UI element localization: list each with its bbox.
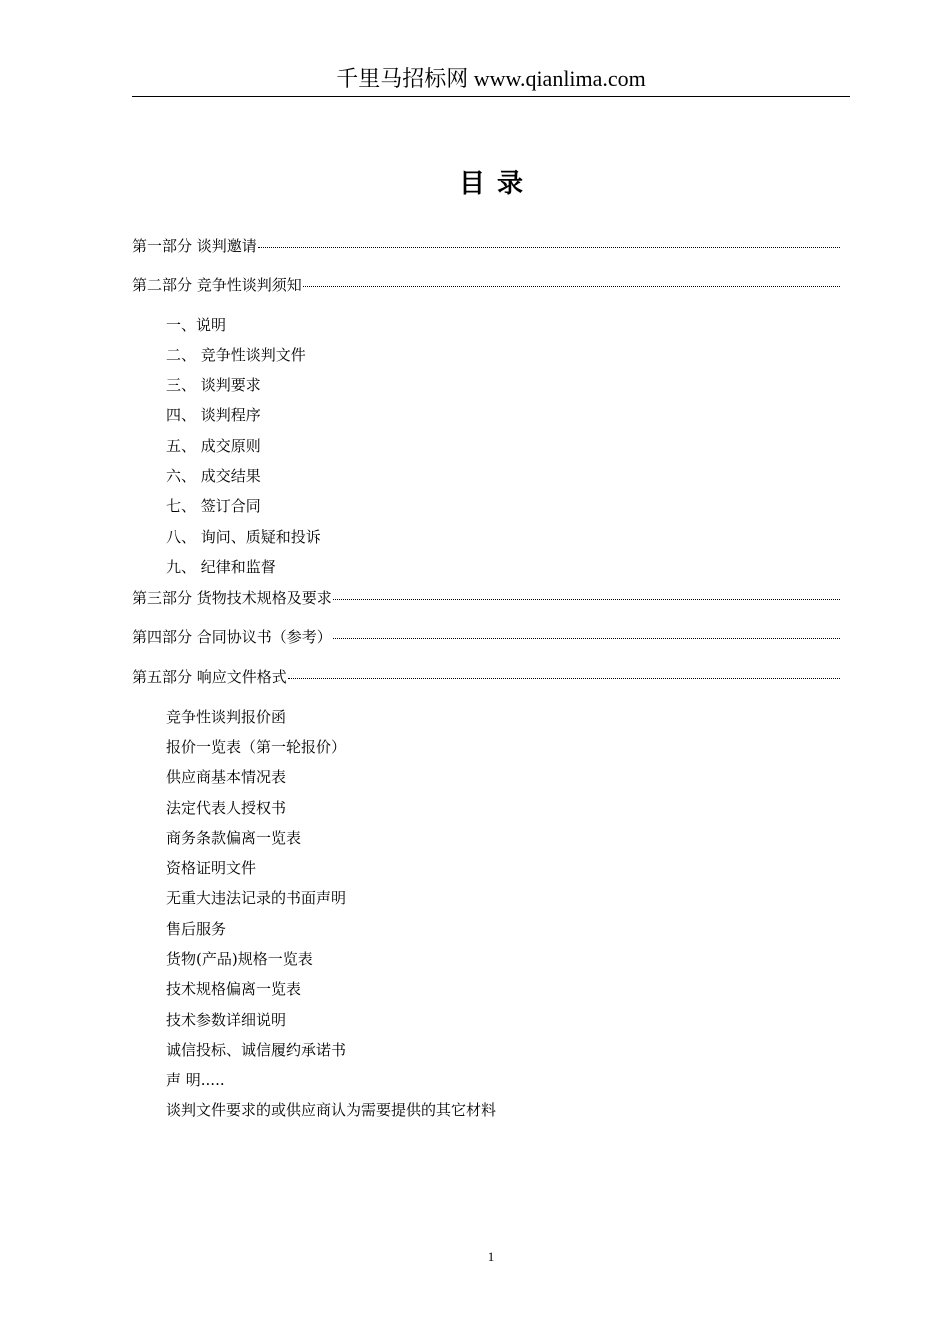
- toc-subitem[interactable]: 七、 签订合同: [166, 497, 261, 515]
- toc-subitem[interactable]: 无重大违法记录的书面声明: [166, 889, 347, 907]
- toc-part-label: 第五部分 响应文件格式: [132, 668, 287, 686]
- toc-subitem[interactable]: 四、 谈判程序: [166, 406, 261, 424]
- toc-subitem[interactable]: 供应商基本情况表: [166, 768, 287, 786]
- toc-part-label: 第三部分 货物技术规格及要求: [132, 589, 332, 607]
- toc-subitem[interactable]: 报价一览表（第一轮报价）: [166, 738, 347, 756]
- toc-subitem[interactable]: 六、 成交结果: [166, 467, 261, 485]
- toc-subitem[interactable]: 九、 纪律和监督: [166, 558, 276, 576]
- toc-part-1[interactable]: [132, 236, 840, 256]
- toc-subitem[interactable]: 售后服务: [166, 920, 227, 938]
- dot-leader: [333, 599, 840, 600]
- toc-subitem[interactable]: 技术参数详细说明: [166, 1011, 287, 1029]
- dot-leader: [258, 247, 840, 248]
- toc-part-2[interactable]: [132, 275, 840, 295]
- toc-part-label: 第一部分 谈判邀请: [132, 237, 257, 255]
- toc-subitem[interactable]: 技术规格偏离一览表: [166, 980, 302, 998]
- toc-part-4[interactable]: [132, 627, 840, 647]
- toc-subitem[interactable]: 资格证明文件: [166, 859, 257, 877]
- toc-subitem[interactable]: 二、 竞争性谈判文件: [166, 346, 306, 364]
- page-number: 1: [487, 1249, 495, 1264]
- toc-subitem[interactable]: 三、 谈判要求: [166, 376, 261, 394]
- dot-leader: [333, 638, 840, 639]
- toc-subitem[interactable]: 货物(产品)规格一览表: [166, 950, 313, 968]
- page-header: 千里马招标网 www.qianlima.com: [336, 66, 646, 91]
- header-divider: [132, 96, 850, 97]
- toc-subitem[interactable]: 商务条款偏离一览表: [166, 829, 302, 847]
- toc-title: 目录: [458, 169, 535, 199]
- toc-subitem[interactable]: 竞争性谈判报价函: [166, 708, 287, 726]
- toc-subitem[interactable]: 诚信投标、诚信履约承诺书: [166, 1041, 347, 1059]
- dot-leader: [303, 286, 840, 287]
- toc-subitem[interactable]: 法定代表人授权书: [166, 799, 287, 817]
- dot-leader: [288, 678, 840, 679]
- toc-subitem[interactable]: 一、说明: [166, 316, 227, 334]
- toc-subitem[interactable]: 八、 询问、质疑和投诉: [166, 528, 321, 546]
- toc-subitem[interactable]: 声 明.....: [166, 1071, 225, 1089]
- toc-subitem[interactable]: 五、 成交原则: [166, 437, 261, 455]
- toc-part-label: 第四部分 合同协议书（参考）: [132, 628, 332, 646]
- toc-subitem[interactable]: 谈判文件要求的或供应商认为需要提供的其它材料: [166, 1101, 497, 1119]
- toc-part-label: 第二部分 竞争性谈判须知: [132, 276, 302, 294]
- toc-part-5[interactable]: [132, 667, 840, 687]
- toc-part-3[interactable]: [132, 588, 840, 608]
